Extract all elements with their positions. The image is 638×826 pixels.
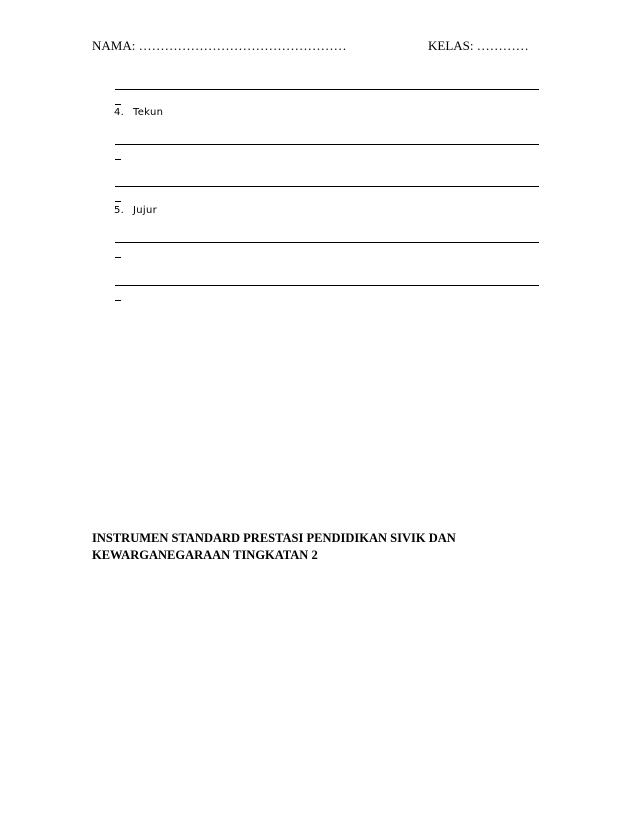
- item-number: 4.: [114, 107, 125, 118]
- class-field: KELAS: …………: [428, 38, 529, 53]
- answer-line: [115, 89, 539, 90]
- document-title: [92, 530, 456, 564]
- item-label: Jujur: [133, 205, 158, 216]
- item-4: [114, 107, 163, 118]
- item-5: [114, 205, 157, 216]
- answer-line-stub: [115, 104, 121, 105]
- answer-line-stub: [115, 201, 121, 202]
- answer-line: [115, 186, 539, 187]
- answer-line-stub: [115, 159, 121, 160]
- name-field: NAMA: …………………………………………: [92, 38, 347, 53]
- answer-line: [115, 285, 539, 286]
- answer-line-stub: [115, 257, 121, 258]
- item-label: Tekun: [133, 107, 164, 118]
- title-line-2: KEWARGANEGARAAN TINGKATAN 2: [92, 548, 318, 562]
- answer-line: [115, 242, 539, 243]
- title-line-1: INSTRUMEN STANDARD PRESTASI PENDIDIKAN SIVIK DAN: [92, 531, 456, 545]
- answer-line: [115, 144, 539, 145]
- item-number: 5.: [114, 205, 125, 216]
- answer-line-stub: [115, 300, 121, 301]
